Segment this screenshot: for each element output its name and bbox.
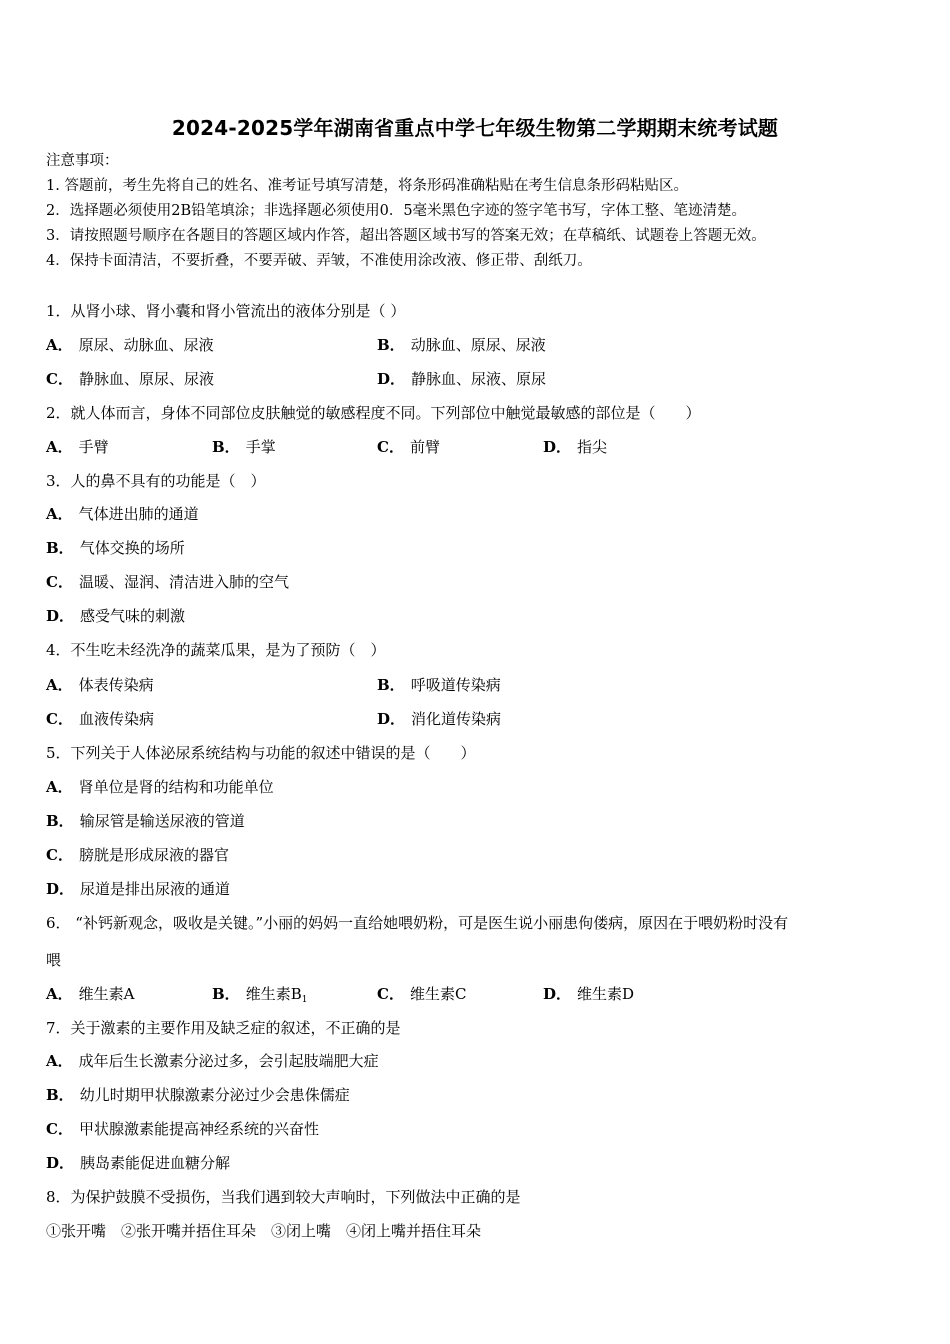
notice-item: 1. 答题前，考生先将自己的姓名、准考证号填写清楚，将条形码准确粘贴在考生信息条形码粘贴区。 xyxy=(46,178,688,194)
notice-heading: 注意事项： xyxy=(46,153,119,169)
option-b: B． 手掌 xyxy=(212,438,276,456)
notice-item: 2．选择题必须使用2B铅笔填涂；非选择题必须使用0．5毫米黑色字迹的签字笔书写，字体工整、笔迹清楚。 xyxy=(46,203,747,219)
option-b: B． 气体交换的场所 xyxy=(46,539,185,557)
option-a: A． 肾单位是肾的结构和功能单位 xyxy=(46,778,274,796)
option-a: A． 维生素A xyxy=(46,985,135,1003)
question-stem: 7．关于激素的主要作用及缺乏症的叙述，不正确的是 xyxy=(46,1019,401,1037)
option-b: B． 维生素$B_1$ xyxy=(212,985,308,1005)
option-d: D． 静脉血、尿液、原尿 xyxy=(377,370,547,388)
question-stem: 1．从肾小球、肾小囊和肾小管流出的液体分别是（ ） xyxy=(46,302,406,320)
option-d: D． 维生素D xyxy=(543,985,635,1003)
question-stem: 6． “补钙新观念，吸收是关键。”小丽的妈妈一直给她喂奶粉，可是医生说小丽患佝偻病，原因在于喂奶粉时没有 xyxy=(46,914,789,932)
notice-item: 3．请按照题号顺序在各题目的答题区域内作答，超出答题区域书写的答案无效；在草稿纸、试题卷上答题无效。 xyxy=(46,228,766,244)
option-d: D． 胰岛素能促进血糖分解 xyxy=(46,1154,231,1172)
option-c: C． 前臂 xyxy=(377,438,440,456)
question-stem: 4．不生吃未经洗净的蔬菜瓜果，是为了预防（ ） xyxy=(46,641,386,659)
question-stem: 5．下列关于人体泌尿系统结构与功能的叙述中错误的是（ ） xyxy=(46,744,476,762)
option-d: D． 尿道是排出尿液的通道 xyxy=(46,880,231,898)
option-c: C． 血液传染病 xyxy=(46,710,154,728)
notice-item: 4．保持卡面清洁，不要折叠，不要弄破、弄皱，不准使用涂改液、修正带、刮纸刀。 xyxy=(46,253,592,269)
question-stem: 8．为保护鼓膜不受损伤，当我们遇到较大声响时，下列做法中正确的是 xyxy=(46,1188,521,1206)
option-c: C． 温暖、湿润、清洁进入肺的空气 xyxy=(46,573,289,591)
option-d: D． 消化道传染病 xyxy=(377,710,502,728)
question-stem: 2．就人体而言，身体不同部位皮肤触觉的敏感程度不同。下列部位中触觉最敏感的部位是（ ） xyxy=(46,404,701,422)
option-c: C． 甲状腺激素能提高神经系统的兴奋性 xyxy=(46,1120,319,1138)
question-stem: 3．人的鼻不具有的功能是（ ） xyxy=(46,472,266,490)
option-b: B． 动脉血、原尿、尿液 xyxy=(377,336,546,354)
question-stem-continued: 喂 xyxy=(46,951,62,969)
option-c: C． 维生素C xyxy=(377,985,467,1003)
option-d: D． 指尖 xyxy=(543,438,608,456)
option-a: A． 原尿、动脉血、尿液 xyxy=(46,336,214,354)
option-c: C． 静脉血、原尿、尿液 xyxy=(46,370,214,388)
page-title: 2024-2025学年湖南省重点中学七年级生物第二学期期末统考试题 xyxy=(171,116,779,140)
option-a: A． 手臂 xyxy=(46,438,109,456)
option-d: D． 感受气味的刺激 xyxy=(46,607,186,625)
option-a: A． 体表传染病 xyxy=(46,676,154,694)
option-b: B． 输尿管是输送尿液的管道 xyxy=(46,812,245,830)
option-c: C． 膀胱是形成尿液的器官 xyxy=(46,846,229,864)
option-a: A． 成年后生长激素分泌过多，会引起肢端肥大症 xyxy=(46,1052,379,1070)
option-a: A． 气体进出肺的通道 xyxy=(46,505,199,523)
choice-list: ①张开嘴 ②张开嘴并捂住耳朵 ③闭上嘴 ④闭上嘴并捂住耳朵 xyxy=(46,1222,482,1240)
subscript: 1 xyxy=(301,995,308,1005)
option-b: B． 幼儿时期甲状腺激素分泌过少会患侏儒症 xyxy=(46,1086,350,1104)
option-b: B． 呼吸道传染病 xyxy=(377,676,501,694)
